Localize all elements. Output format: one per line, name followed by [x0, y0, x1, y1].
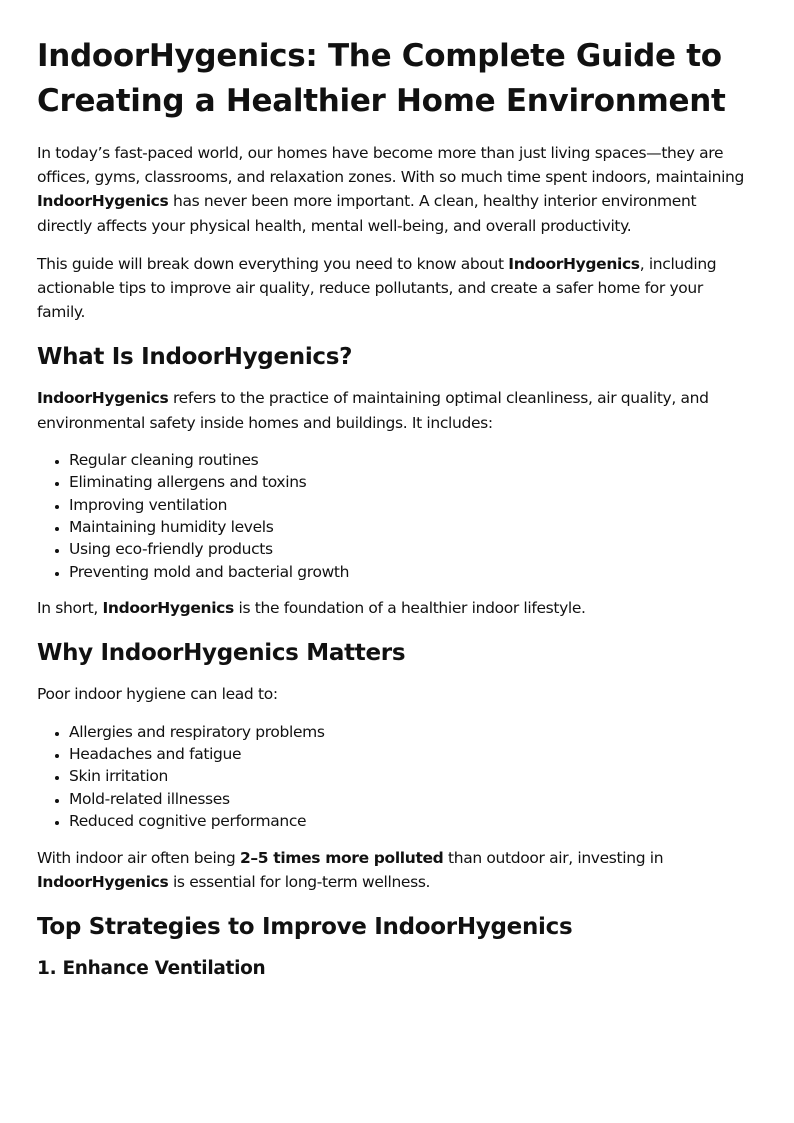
guide-text-1: This guide will break down everything you need to know about [37, 254, 509, 273]
subheading-ventilation: 1. Enhance Ventilation [37, 958, 266, 980]
list-item: • Skin irritation [69, 765, 754, 787]
brand-name: IndoorHygenics [37, 389, 169, 408]
intro-text-2: has never been more important. A clean, healthy interior environment directly affects your physical health, mental well-being, and overall productivity. [37, 192, 697, 235]
problems-intro: Poor indoor hygiene can lead to: [37, 685, 278, 704]
list-item: • Using eco-friendly products [69, 538, 754, 560]
definition-paragraph [37, 386, 754, 434]
pollution-text-2: than outdoor air, investing in [443, 848, 664, 867]
section-heading-what: What Is IndoorHygenics? [37, 344, 353, 371]
summary-text-2: is the foundation of a healthier indoor lifestyle. [233, 599, 586, 618]
intro-paragraph [37, 141, 754, 238]
list-item: • Reduced cognitive performance [69, 810, 754, 832]
summary-text-1: In short, [37, 599, 103, 618]
intro-text-1: In today’s fast-paced world, our homes have become more than just living spaces—they are offices, gyms, classrooms, and relaxation zones. With so much time spent indoors, maintaining [37, 144, 745, 187]
includes-list [37, 449, 754, 583]
list-item: • Allergies and respiratory problems [69, 721, 754, 743]
section-heading-why: Why IndoorHygenics Matters [37, 640, 406, 667]
page-title: IndoorHygenics: The Complete Guide to Creating a Healthier Home Environment [37, 38, 726, 119]
section-heading-strategies: Top Strategies to Improve IndoorHygenics [37, 914, 573, 941]
summary-paragraph [37, 596, 754, 620]
list-item: • Headaches and fatigue [69, 743, 754, 765]
pollution-text-3: is essential for long-term wellness. [168, 872, 431, 891]
list-item: • Maintaining humidity levels [69, 516, 754, 538]
pollution-text-1: With indoor air often being [37, 848, 240, 867]
guide-paragraph [37, 252, 754, 325]
list-item: • Improving ventilation [69, 494, 754, 516]
pollution-paragraph [37, 846, 754, 894]
list-item: • Preventing mold and bacterial growth [69, 561, 754, 583]
brand-name: IndoorHygenics [102, 599, 234, 618]
pollution-stat: 2–5 times more polluted [239, 848, 444, 867]
list-item: • Regular cleaning routines [69, 449, 754, 471]
definition-text: refers to the practice of maintaining optimal cleanliness, air quality, and environmental safety inside homes and buildings. It includes: [37, 389, 709, 432]
list-item: • Eliminating allergens and toxins [69, 471, 754, 493]
guide-text-2: , including actionable tips to improve air quality, reduce pollutants, and create a safer home for your family. [37, 254, 717, 322]
brand-name: IndoorHygenics [37, 192, 169, 211]
brand-name: IndoorHygenics [508, 254, 640, 273]
problems-list [37, 721, 754, 833]
list-item: • Mold-related illnesses [69, 788, 754, 810]
brand-name: IndoorHygenics [37, 872, 169, 891]
